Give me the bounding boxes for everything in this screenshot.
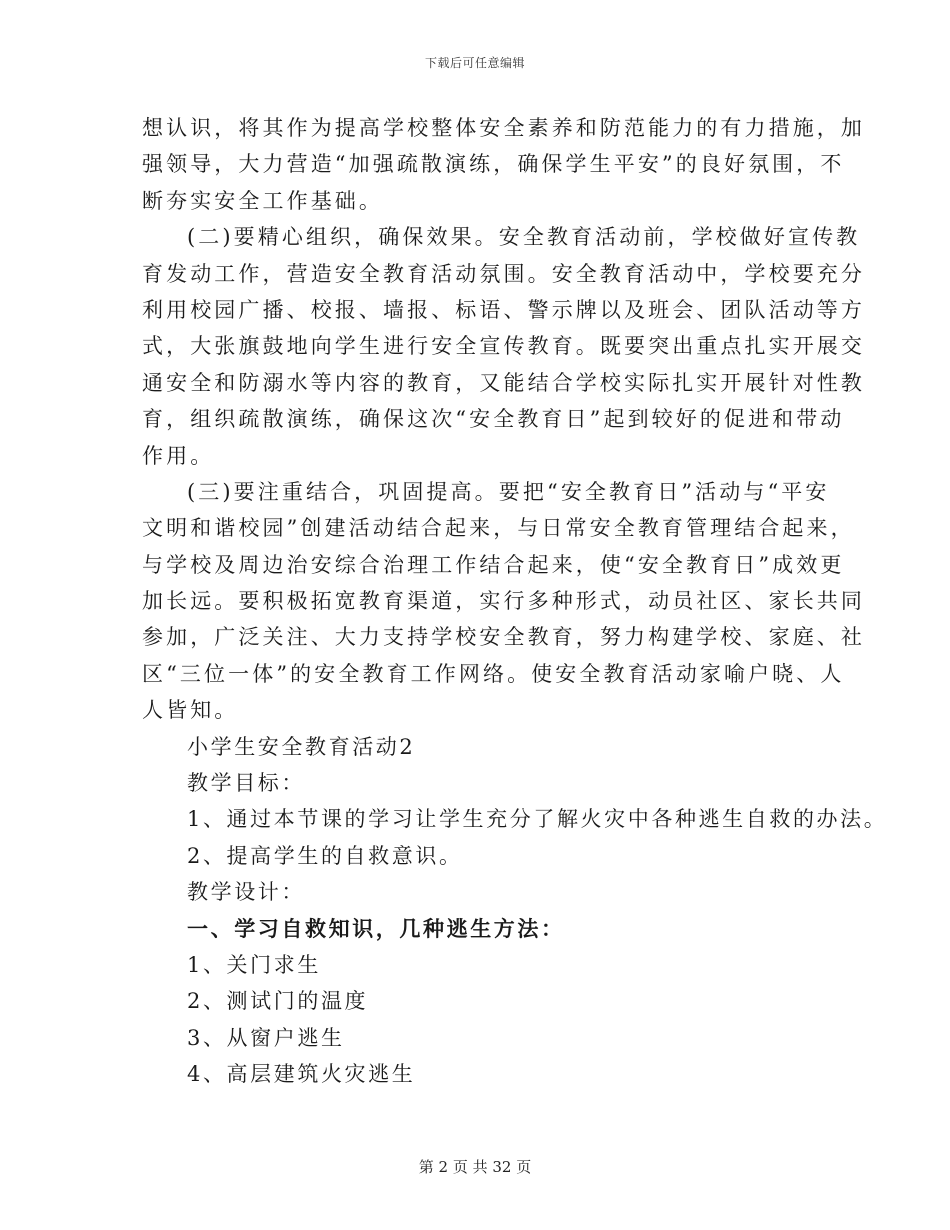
paragraph-2 xyxy=(142,219,865,474)
section-activity-2 xyxy=(142,729,888,1093)
text-line: 想认识，将其作为提高学校整体安全素养和防范能力的有力措施，加 xyxy=(142,116,865,140)
method-item: 2、测试门的温度 xyxy=(187,989,369,1014)
text-line: 育，组织疏散演练，确保这次“安全教育日”起到较好的促进和带动 xyxy=(142,407,845,432)
method-item: 1、关门求生 xyxy=(187,952,321,977)
section-title: 小学生安全教育活动2 xyxy=(187,734,416,759)
paragraph-3 xyxy=(142,474,865,729)
text-line: (二)要精心组织，确保效果。安全教育活动前，学校做好宣传教 xyxy=(187,225,861,250)
goal-item: 2、提高学生的自救意识。 xyxy=(187,843,463,868)
text-line: 强领导，大力营造“加强疏散演练，确保学生平安”的良好氛围，不 xyxy=(142,152,845,177)
text-line: 式，大张旗鼓地向学生进行安全宣传教育。既要突出重点扎实开展交 xyxy=(142,334,865,359)
text-line: 文明和谐校园”创建活动结合起来，与日常安全教育管理结合起来， xyxy=(142,516,855,541)
text-line: 参加，广泛关注、大力支持学校安全教育，努力构建学校、家庭、社 xyxy=(142,625,865,650)
text-line: (三)要注重结合，巩固提高。要把“安全教育日”活动与“平安 xyxy=(187,479,830,504)
page-footer: 第 2 页 共 32 页 xyxy=(418,1158,532,1176)
goals-heading: 教学目标： xyxy=(187,771,305,796)
goal-item: 1、通过本节课的学习让学生充分了解火灾中各种逃生自救的办法。 xyxy=(187,807,888,832)
text-line: 加长远。要积极拓宽教育渠道，实行多种形式，动员社区、家长共同 xyxy=(142,589,865,614)
method-item: 4、高层建筑火灾逃生 xyxy=(187,1062,416,1087)
text-line: 作用。 xyxy=(142,443,215,468)
text-line: 与学校及周边治安综合治理工作结合起来，使“安全教育日”成效更 xyxy=(142,552,845,577)
paragraph-1 xyxy=(142,110,865,219)
design-heading: 教学设计： xyxy=(187,880,305,905)
method-item: 3、从窗户逃生 xyxy=(187,1025,345,1050)
text-line: 人皆知。 xyxy=(142,698,239,723)
text-line: 育发动工作，营造安全教育活动氛围。安全教育活动中，学校要充分 xyxy=(142,261,865,286)
part-heading: 一、学习自救知识，几种逃生方法： xyxy=(187,915,565,941)
text-line: 断夯实安全工作基础。 xyxy=(142,188,383,213)
document-body xyxy=(142,110,888,1093)
text-line: 区“三位一体”的安全教育工作网络。使安全教育活动家喻户晓、人 xyxy=(142,661,845,686)
text-line: 通安全和防溺水等内容的教育，又能结合学校实际扎实开展针对性教 xyxy=(142,370,865,395)
text-line: 利用校园广播、校报、墙报、标语、警示牌以及班会、团队活动等方 xyxy=(142,297,865,322)
page-header: 下载后可任意编辑 xyxy=(424,56,525,70)
